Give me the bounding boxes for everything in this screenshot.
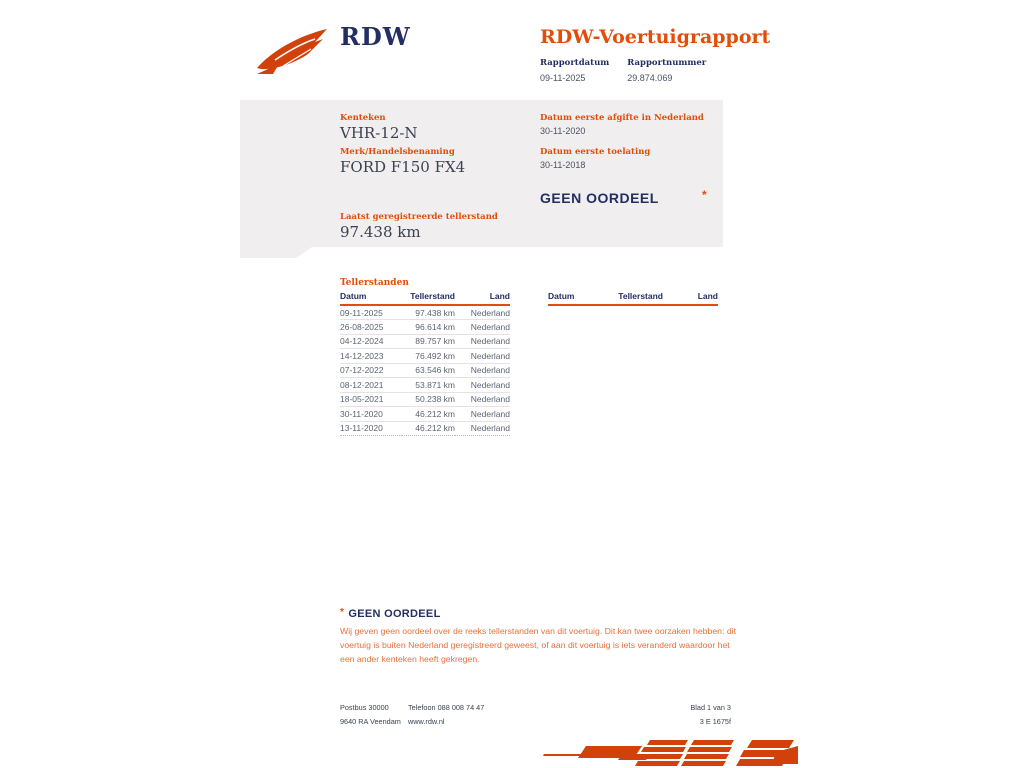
- table-cell: Nederland: [455, 407, 510, 422]
- table-cell: Nederland: [455, 363, 510, 378]
- footer-contact: [408, 701, 484, 729]
- table-cell: 14-12-2023: [340, 349, 402, 364]
- report-meta: [540, 58, 706, 83]
- footer-phone: Telefoon 088 008 74 47: [408, 703, 485, 712]
- column-header-land: Land: [455, 291, 510, 305]
- column-header-tellerstand: Tellerstand: [402, 291, 455, 305]
- table-cell: Nederland: [455, 421, 510, 436]
- kenteken-label: Kenteken: [340, 113, 386, 123]
- table-cell: 96.614 km: [402, 320, 455, 335]
- toelating-value: 30-11-2018: [540, 160, 586, 170]
- afgifte-value: 30-11-2020: [540, 126, 586, 136]
- report-number-value: 29.874.069: [627, 73, 673, 83]
- table-cell: 89.757 km: [402, 334, 455, 349]
- table-row: [340, 378, 510, 393]
- table-cell: Nederland: [455, 305, 510, 320]
- footer-form-code: 3 E 1675f: [699, 717, 731, 726]
- table-cell: 63.546 km: [402, 363, 455, 378]
- table-cell: 50.238 km: [402, 392, 455, 407]
- footnote-heading: [340, 604, 441, 622]
- footnote-text: Wij geven geen oordeel over de reeks tellerstanden van dit voertuig. Dit kan twee oorzaken hebben: dit voertuig is buiten Nederland geregistreerd geweest, of aan dit voertuig is iets veranderd waardoor het een ander kenteken heeft gekregen.: [340, 626, 737, 664]
- oordeel-asterisk: *: [702, 188, 707, 202]
- table-cell: 07-12-2022: [340, 363, 402, 378]
- table-row: [340, 334, 510, 349]
- footer-address-line2: 9640 RA Veendam: [340, 717, 401, 726]
- tellerstand-table-right: [548, 291, 718, 306]
- summary-box-corner-tab: [240, 247, 312, 258]
- footer-page-number: Blad 1 van 3: [690, 703, 731, 712]
- table-row: [340, 305, 510, 320]
- column-header-land: Land: [663, 291, 718, 305]
- footer-address-line1: Postbus 30000: [340, 703, 389, 712]
- table-cell: 30-11-2020: [340, 407, 402, 422]
- table-row: [340, 363, 510, 378]
- rdw-wordmark: RDW: [340, 22, 411, 51]
- table-cell: 13-11-2020: [340, 421, 402, 436]
- report-number-block: [627, 58, 706, 83]
- merk-label: Merk/Handelsbenaming: [340, 147, 455, 157]
- table-header-row: [340, 291, 510, 305]
- column-header-tellerstand: Tellerstand: [610, 291, 663, 305]
- footer-page-info: [600, 701, 731, 729]
- table-header-row: [548, 291, 718, 305]
- table-cell: 53.871 km: [402, 378, 455, 393]
- table-cell: 18-05-2021: [340, 392, 402, 407]
- table-cell: 76.492 km: [402, 349, 455, 364]
- table-cell: 97.438 km: [402, 305, 455, 320]
- table-cell: Nederland: [455, 378, 510, 393]
- table-cell: Nederland: [455, 320, 510, 335]
- footnote-asterisk: *: [340, 607, 344, 618]
- report-date-block: [540, 58, 609, 83]
- table-cell: 26-08-2025: [340, 320, 402, 335]
- document-title: RDW-Voertuigrapport: [540, 26, 771, 48]
- kenteken-value: VHR-12-N: [340, 124, 418, 142]
- table-row: [340, 392, 510, 407]
- oordeel-verdict: GEEN OORDEEL: [540, 190, 659, 206]
- table-cell: 46.212 km: [402, 407, 455, 422]
- table-cell: 08-12-2021: [340, 378, 402, 393]
- table-cell: 09-11-2025: [340, 305, 402, 320]
- afgifte-label: Datum eerste afgifte in Nederland: [540, 113, 704, 123]
- report-date-label: Rapportdatum: [540, 58, 610, 68]
- column-header-datum: Datum: [340, 291, 402, 305]
- table-row: [340, 320, 510, 335]
- decorative-stripes-graphic: [538, 738, 798, 768]
- tellerstand-table-body: [340, 305, 510, 436]
- table-cell: 46.212 km: [402, 421, 455, 436]
- footnote-title: GEEN OORDEEL: [348, 608, 441, 620]
- tellerstanden-section-title: Tellerstanden: [340, 278, 409, 288]
- report-date-value: 09-11-2025: [540, 73, 586, 83]
- merk-value: FORD F150 FX4: [340, 158, 466, 176]
- table-row: [340, 407, 510, 422]
- table-row: [340, 421, 510, 436]
- footer-address: [340, 701, 401, 729]
- column-header-datum: Datum: [548, 291, 610, 305]
- tellerstand-value: 97.438 km: [340, 223, 421, 241]
- report-number-label: Rapportnummer: [627, 58, 707, 68]
- table-cell: Nederland: [455, 349, 510, 364]
- tellerstand-label: Laatst geregistreerde tellerstand: [340, 212, 498, 222]
- toelating-label: Datum eerste toelating: [540, 147, 651, 157]
- table-cell: Nederland: [455, 392, 510, 407]
- table-cell: 04-12-2024: [340, 334, 402, 349]
- table-row: [340, 349, 510, 364]
- table-cell: Nederland: [455, 334, 510, 349]
- footer-website[interactable]: www.rdw.nl: [408, 717, 445, 726]
- tellerstand-table-left: [340, 291, 510, 436]
